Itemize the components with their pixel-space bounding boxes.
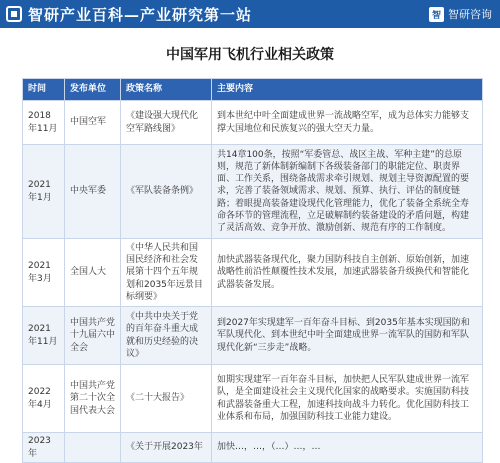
brand-logo[interactable] — [429, 6, 492, 22]
cell-policy-name: 《关于开展2023年 — [121, 433, 212, 463]
brand-logo-text: 智研咨询 — [448, 8, 492, 21]
cell-time: 2021年3月 — [23, 239, 65, 307]
cell-main-content: 共14章100条，按照“军委管总、战区主战、军种主建”的总原则，规范了新体制新编制下各级装备部门的职能定位、职责界面、工作关系，围绕备战需求牵引规划、规划主导资源配置的要求，完善了装备领域需求、规划、预算、执行、评估的制度链路；着眼提高装备建设现代化管理能力，优化了装备全系统全寿命各环节的管理流程，立足破解制约装备建设的矛盾问题，构建了灵活高效、竞争开放、激励创新、规范有序的工作制度。 — [212, 145, 483, 239]
header-main-content: 主要内容 — [212, 79, 483, 101]
cell-policy-name: 《中共中央关于党的百年奋斗重大成就和历史经验的决议》 — [121, 307, 212, 365]
cell-main-content: 如期实现建军一百年奋斗目标，加快把人民军队建成世界一流军队，是全面建设社会主义现代化国家的战略要求。实施国防科技和武器装备重大工程，加速科技向战斗力转化。优化国防科技工业体系和布局，加强国防科技工业能力建设。 — [212, 365, 483, 433]
table-row — [23, 101, 483, 145]
policy-table — [22, 78, 483, 463]
cell-issuer: 中国共产党第二十次全国代表大会 — [65, 365, 121, 433]
header-issuer: 发布单位 — [65, 79, 121, 101]
cell-policy-name: 《军队装备条例》 — [121, 145, 212, 239]
cell-time: 2023年 — [23, 433, 65, 463]
top-banner — [0, 0, 500, 28]
header-policy-name: 政策名称 — [121, 79, 212, 101]
cell-issuer: 中央军委 — [65, 145, 121, 239]
cell-main-content: 到本世纪中叶全面建成世界一流战略空军，成为总体实力能够支撑大国地位和民族复兴的强大空天力量。 — [212, 101, 483, 145]
brand-square-icon — [6, 6, 22, 22]
cell-policy-name: 《中华人民共和国国民经济和社会发展第十四个五年规划和2035年远景目标纲要》 — [121, 239, 212, 307]
cell-time: 2021年11月 — [23, 307, 65, 365]
table-row — [23, 365, 483, 433]
table-row — [23, 145, 483, 239]
cell-main-content: 到2027年实现建军一百年奋斗目标、到2035年基本实现国防和军队现代化、到本世纪中叶全面建成世界一流军队的国防和军队现代化新“三步走”战略。 — [212, 307, 483, 365]
cell-policy-name: 《建设强大现代化空军路线图》 — [121, 101, 212, 145]
cell-time: 2022年4月 — [23, 365, 65, 433]
banner-title — [6, 4, 252, 25]
table-header-row — [23, 79, 483, 101]
cell-main-content: 加快…，…，（…）…，… — [212, 433, 483, 463]
cell-issuer — [65, 433, 121, 463]
page-title: 中国军用飞机行业相关政策 — [166, 47, 334, 63]
cell-time: 2021年1月 — [23, 145, 65, 239]
header-time: 时间 — [23, 79, 65, 101]
table-row — [23, 433, 483, 463]
cell-issuer: 全国人大 — [65, 239, 121, 307]
cell-issuer: 中国空军 — [65, 101, 121, 145]
table-row — [23, 239, 483, 307]
cell-main-content: 加快武器装备现代化，聚力国防科技自主创新、原始创新，加速战略性前沿性颠覆性技术发展，加速武器装备升级换代和智能化武器装备发展。 — [212, 239, 483, 307]
banner-title-text: 智研产业百科—产业研究第一站 — [28, 5, 253, 24]
cell-time: 2018年11月 — [23, 101, 65, 145]
cell-policy-name: 《二十大报告》 — [121, 365, 212, 433]
table-row — [23, 307, 483, 365]
cell-issuer: 中国共产党十九届六中全会 — [65, 307, 121, 365]
brand-logo-icon: 智 — [429, 7, 444, 22]
